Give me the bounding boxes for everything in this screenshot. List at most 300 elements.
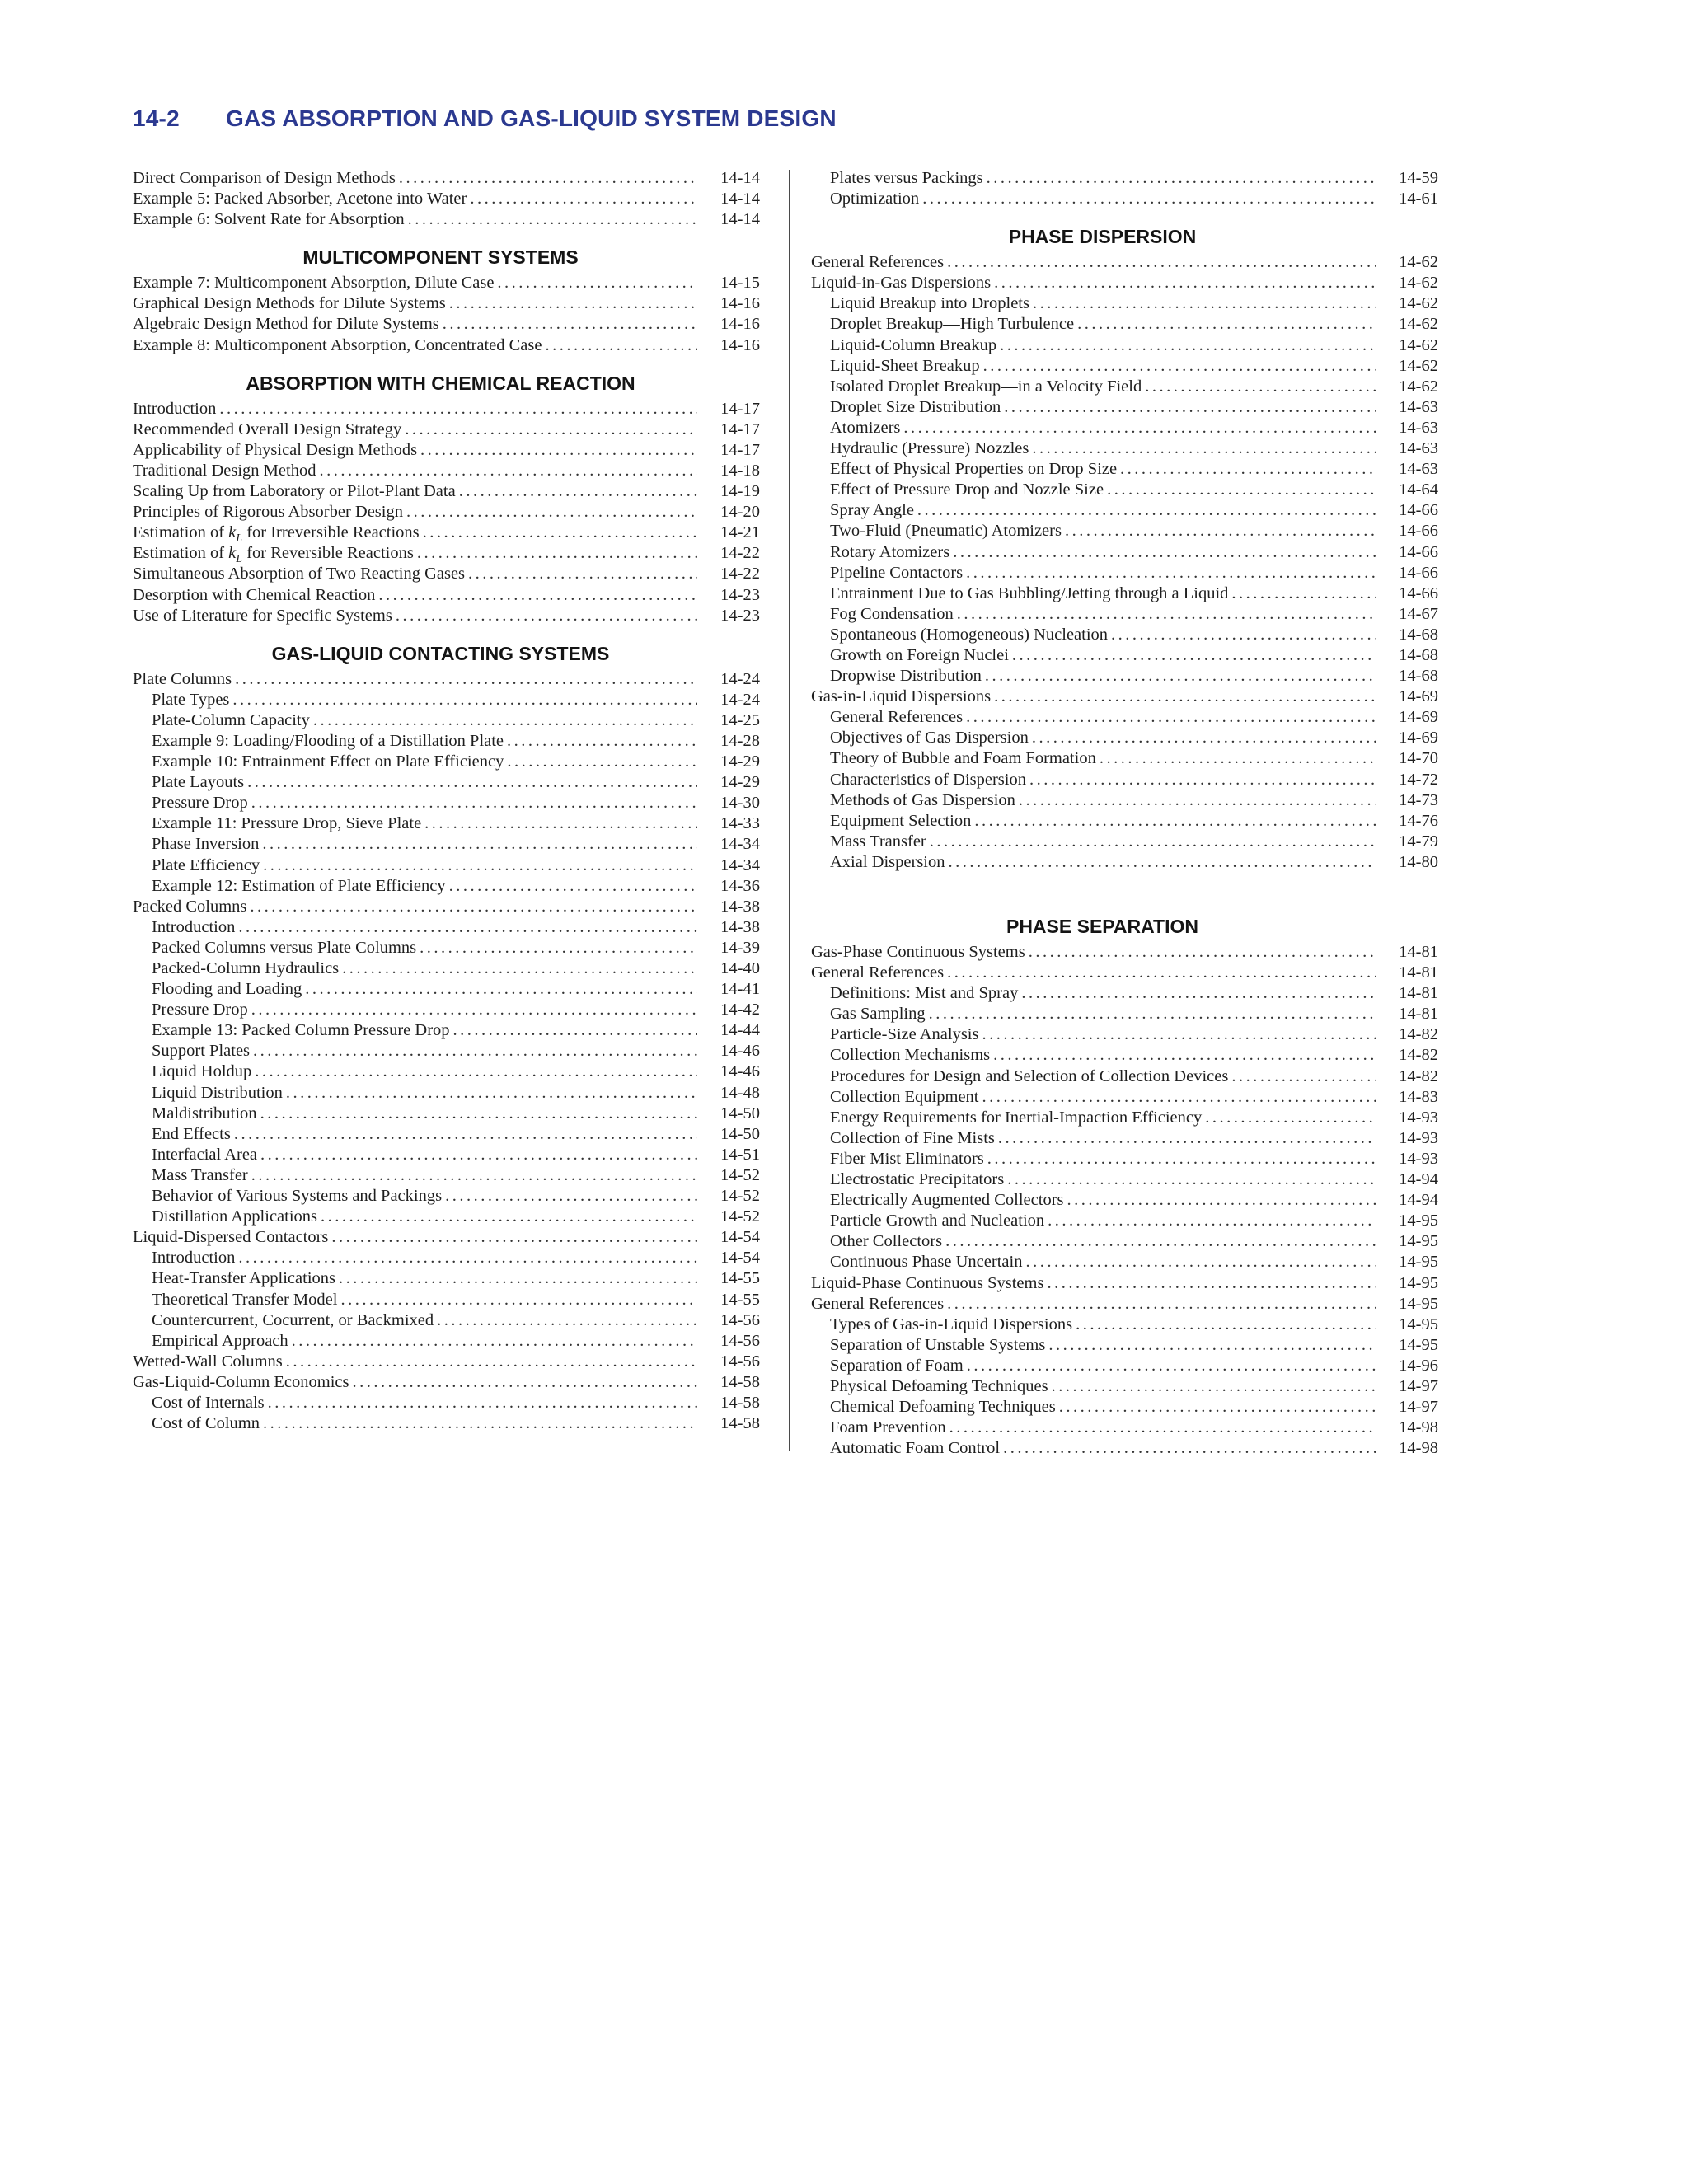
toc-entry[interactable]: [811, 1004, 1443, 1024]
toc-entry-page: 14-22: [720, 565, 760, 583]
toc-entry[interactable]: [811, 625, 1443, 645]
toc-entry[interactable]: [133, 606, 765, 626]
toc-entry[interactable]: [811, 728, 1443, 748]
toc-entry-page: 14-62: [1399, 274, 1438, 293]
toc-entry-page: 14-63: [1399, 439, 1438, 458]
toc-entry[interactable]: [811, 542, 1443, 563]
toc-entry-page: 14-95: [1399, 1232, 1438, 1251]
toc-entry-page: 14-56: [720, 1352, 760, 1371]
dot-leader: [1004, 397, 1376, 418]
toc-entry-title: Axial Dispersion: [830, 852, 945, 871]
toc-entry[interactable]: [133, 1227, 765, 1248]
dot-leader: [443, 314, 697, 335]
toc-entry[interactable]: [133, 834, 765, 855]
toc-entry[interactable]: [133, 813, 765, 834]
section-heading: PHASE SEPARATION: [1006, 916, 1198, 937]
toc-entry[interactable]: [811, 1376, 1443, 1397]
toc-entry-page: 14-81: [1399, 1005, 1438, 1024]
toc-entry-title: Liquid Breakup into Droplets: [830, 294, 1029, 313]
dot-leader: [331, 1227, 697, 1248]
toc-entry-title: Packed Columns versus Plate Columns: [152, 938, 417, 957]
toc-entry[interactable]: [811, 314, 1443, 335]
toc-entry[interactable]: [133, 1020, 765, 1041]
toc-entry-title: Other Collectors: [830, 1232, 943, 1251]
dot-leader: [947, 252, 1376, 273]
toc-entry-page: 14-58: [720, 1372, 760, 1391]
toc-entry-title: Interfacial Area: [152, 1145, 258, 1164]
dot-leader: [947, 1294, 1376, 1315]
toc-entry[interactable]: [811, 832, 1443, 852]
toc-entry-title: Recommended Overall Design Strategy: [133, 419, 402, 438]
toc-entry-page: 14-80: [1399, 852, 1438, 871]
dot-leader: [1032, 728, 1376, 748]
dot-leader: [983, 356, 1376, 377]
toc-entry-page: 14-66: [1399, 522, 1438, 541]
toc-entry-page: 14-14: [720, 169, 760, 187]
toc-entry[interactable]: [811, 1335, 1443, 1356]
toc-entry[interactable]: [133, 1248, 765, 1268]
toc-entry-title: General References: [811, 253, 945, 272]
toc-entry-page: 14-29: [720, 773, 760, 792]
dot-leader: [1025, 1252, 1376, 1272]
dot-leader: [1048, 1335, 1376, 1356]
toc-entry[interactable]: [133, 1207, 765, 1227]
toc-entry[interactable]: [133, 710, 765, 731]
dot-leader: [253, 1041, 697, 1062]
toc-entry-page: 14-66: [1399, 542, 1438, 561]
toc-entry-page: 14-23: [720, 606, 760, 625]
toc-entry-page: 14-62: [1399, 253, 1438, 272]
toc-entry[interactable]: [133, 897, 765, 917]
toc-entry-page: 14-95: [1399, 1253, 1438, 1272]
dot-leader: [313, 710, 697, 731]
toc-entry[interactable]: [811, 1024, 1443, 1045]
toc-entry-page: 14-82: [1399, 1066, 1438, 1085]
toc-entry-page: 14-34: [720, 855, 760, 874]
toc-entry-page: 14-94: [1399, 1191, 1438, 1210]
toc-entry-page: 14-16: [720, 294, 760, 313]
toc-entry-page: 14-54: [720, 1249, 760, 1268]
dot-leader: [340, 1290, 697, 1310]
toc-entry-page: 14-22: [720, 544, 760, 563]
dot-leader: [470, 189, 697, 209]
toc-entry-title: Atomizers: [830, 418, 901, 437]
dot-leader: [917, 500, 1376, 521]
toc-entry[interactable]: [811, 168, 1443, 189]
dot-leader: [1000, 335, 1376, 356]
toc-entry-page: 14-52: [720, 1165, 760, 1184]
toc-entry-page: 14-79: [1399, 832, 1438, 851]
toc-entry-title: Cost of Column: [152, 1414, 260, 1433]
toc-entry-page: 14-69: [1399, 729, 1438, 748]
dot-leader: [1047, 1273, 1376, 1294]
toc-entry-title: Liquid Holdup: [152, 1062, 252, 1081]
toc-entry[interactable]: [811, 604, 1443, 625]
toc-entry[interactable]: [811, 438, 1443, 459]
toc-entry-page: 14-95: [1399, 1273, 1438, 1292]
toc-entry-page: 14-95: [1399, 1315, 1438, 1333]
toc-entry-title: Example 5: Packed Absorber, Acetone into Water: [133, 190, 467, 209]
toc-entry[interactable]: [811, 500, 1443, 521]
toc-entry-page: 14-81: [1399, 963, 1438, 982]
toc-entry-title: Example 8: Multicomponent Absorption, Concentrated Case: [133, 335, 542, 354]
toc-entry[interactable]: [811, 1397, 1443, 1418]
toc-entry-title: Packed-Column Hydraulics: [152, 959, 340, 977]
dot-leader: [994, 687, 1376, 707]
toc-entry[interactable]: [811, 983, 1443, 1004]
toc-entry[interactable]: [811, 790, 1443, 811]
toc-entry-title: Mass Transfer: [830, 832, 926, 851]
toc-entry-title: Dropwise Distribution: [830, 667, 982, 686]
dot-leader: [445, 1186, 697, 1207]
toc-entry[interactable]: [133, 1372, 765, 1393]
toc-entry-page: 14-66: [1399, 563, 1438, 582]
toc-entry[interactable]: [811, 1294, 1443, 1315]
toc-entry[interactable]: [133, 543, 765, 564]
toc-entry-page: 14-68: [1399, 667, 1438, 686]
toc-section-multicomponent-systems: [133, 247, 765, 355]
toc-entry-title: Foam Prevention: [830, 1418, 946, 1437]
toc-entry-title: Example 7: Multicomponent Absorption, Dilute Case: [133, 274, 495, 293]
toc-entry-page: 14-95: [1399, 1294, 1438, 1313]
toc-entry-page: 14-52: [720, 1187, 760, 1206]
toc-entry-page: 14-19: [720, 482, 760, 501]
toc-entry[interactable]: [811, 942, 1443, 963]
toc-entry[interactable]: [133, 855, 765, 876]
toc-entry[interactable]: [133, 399, 765, 419]
toc-entry-title: Plate Layouts: [152, 773, 245, 792]
toc-entry-page: 14-62: [1399, 377, 1438, 396]
toc-entry-page: 14-56: [720, 1310, 760, 1329]
toc-entry[interactable]: [133, 876, 765, 897]
toc-entry-title: Continuous Phase Uncertain: [830, 1253, 1023, 1272]
toc-entry[interactable]: [811, 811, 1443, 832]
dot-leader: [1107, 480, 1376, 500]
dot-leader: [507, 752, 697, 772]
toc-entry[interactable]: [811, 707, 1443, 728]
dot-leader: [286, 1083, 697, 1104]
toc-entry[interactable]: [133, 1145, 765, 1165]
toc-entry-title: Liquid-Column Breakup: [830, 335, 997, 354]
toc-entry[interactable]: [133, 502, 765, 523]
toc-entry[interactable]: [811, 1231, 1443, 1252]
toc-entry-title: Distillation Applications: [152, 1207, 318, 1226]
toc-entry-title: Heat-Transfer Applications: [152, 1269, 335, 1288]
toc-entry[interactable]: [811, 273, 1443, 293]
section-heading: GAS-LIQUID CONTACTING SYSTEMS: [271, 642, 610, 664]
toc-entry-page: 14-64: [1399, 480, 1438, 499]
dot-leader: [420, 938, 697, 958]
toc-entry[interactable]: [133, 1041, 765, 1062]
toc-entry-title: Two-Fluid (Pneumatic) Atomizers: [830, 522, 1062, 541]
toc-entry[interactable]: [133, 793, 765, 813]
toc-entry[interactable]: [133, 1000, 765, 1020]
toc-entry[interactable]: [811, 1066, 1443, 1087]
toc-entry[interactable]: [811, 1169, 1443, 1190]
toc-entry[interactable]: [811, 1273, 1443, 1294]
toc-entry[interactable]: [811, 1211, 1443, 1231]
toc-entry-title: Electrically Augmented Collectors: [830, 1191, 1064, 1210]
toc-entry-title: Particle Growth and Nucleation: [830, 1212, 1045, 1230]
dot-leader: [957, 604, 1376, 625]
toc-entry-page: 14-66: [1399, 583, 1438, 602]
toc-entry-title: Fiber Mist Eliminators: [830, 1149, 984, 1168]
toc-entry-title: Methods of Gas Dispersion: [830, 790, 1015, 809]
toc-entry[interactable]: [133, 752, 765, 772]
dot-leader: [459, 481, 697, 502]
toc-entry-title: Plate Columns: [133, 669, 232, 688]
toc-entry-page: 14-82: [1399, 1025, 1438, 1044]
toc-entry[interactable]: [133, 731, 765, 752]
dot-leader: [1231, 1066, 1376, 1087]
dot-leader: [238, 1248, 697, 1268]
toc-entry-title: Separation of Unstable Systems: [830, 1335, 1046, 1354]
toc-entry-page: 14-14: [720, 210, 760, 229]
toc-entry-page: 14-96: [1399, 1356, 1438, 1375]
toc-entry-title: Liquid-in-Gas Dispersions: [811, 274, 992, 293]
toc-entry[interactable]: [133, 1290, 765, 1310]
toc-entry-title: Direct Comparison of Design Methods: [133, 169, 396, 187]
toc-entry[interactable]: [811, 1190, 1443, 1211]
toc-entry[interactable]: [811, 748, 1443, 769]
toc-entry[interactable]: [133, 461, 765, 481]
toc-entry[interactable]: [133, 938, 765, 958]
toc-section-gas-liquid-contacting-systems: [133, 644, 765, 1434]
toc-entry-title: Pressure Drop: [152, 794, 248, 813]
toc-entry[interactable]: [811, 459, 1443, 480]
toc-entry-page: 14-56: [720, 1331, 760, 1350]
toc-entry-title: Particle-Size Analysis: [830, 1025, 979, 1044]
toc-entry[interactable]: [811, 583, 1443, 604]
toc-entry[interactable]: [811, 397, 1443, 418]
toc-entry[interactable]: [811, 521, 1443, 541]
toc-entry-title: Collection of Fine Mists: [830, 1128, 995, 1147]
dot-leader: [250, 897, 697, 917]
toc-entry-title: Types of Gas-in-Liquid Dispersions: [830, 1315, 1073, 1333]
toc-entry-page: 14-33: [720, 814, 760, 833]
toc-entry-title: Plate Types: [152, 690, 230, 709]
toc-entry-page: 14-52: [720, 1207, 760, 1226]
toc-entry-title: Introduction: [152, 1249, 236, 1268]
toc-entry[interactable]: [133, 523, 765, 546]
toc-entry[interactable]: [811, 252, 1443, 273]
toc-entry-page: 14-93: [1399, 1128, 1438, 1147]
toc-entry-page: 14-98: [1399, 1439, 1438, 1458]
toc-entry[interactable]: [133, 1165, 765, 1186]
dot-leader: [234, 1124, 697, 1145]
toc-entry-page: 14-62: [1399, 356, 1438, 375]
toc-entry[interactable]: [811, 335, 1443, 356]
dot-leader: [263, 855, 697, 876]
toc-entry-page: 14-28: [720, 731, 760, 750]
dot-leader: [1007, 1169, 1376, 1190]
toc-entry[interactable]: [811, 356, 1443, 377]
dot-leader: [251, 793, 697, 813]
toc-entry[interactable]: [133, 1062, 765, 1082]
toc-entry-title: Introduction: [133, 399, 217, 418]
toc-entry[interactable]: [133, 293, 765, 314]
toc-entry[interactable]: [133, 1083, 765, 1104]
toc-entry[interactable]: [811, 963, 1443, 983]
toc-entry[interactable]: [133, 1331, 765, 1352]
toc-entry[interactable]: [133, 690, 765, 710]
toc-entry-title: Mass Transfer: [152, 1165, 248, 1184]
dot-leader: [1120, 459, 1376, 480]
toc-entry[interactable]: [811, 189, 1443, 209]
toc-entry-page: 14-63: [1399, 460, 1438, 479]
toc-entry-page: 14-63: [1399, 418, 1438, 437]
toc-entry-title: Example 12: Estimation of Plate Efficiency: [152, 876, 446, 895]
dot-leader: [292, 1331, 697, 1352]
toc-entry-page: 14-97: [1399, 1376, 1438, 1395]
toc-entry-title: Principles of Rigorous Absorber Design: [133, 503, 403, 522]
dot-leader: [251, 1000, 697, 1020]
toc-entry-page: 14-16: [720, 315, 760, 334]
toc-entry[interactable]: [133, 1186, 765, 1207]
toc-entry[interactable]: [811, 1356, 1443, 1376]
toc-entry[interactable]: [133, 168, 765, 189]
toc-entry-page: 14-68: [1399, 625, 1438, 644]
toc-entry[interactable]: [811, 1252, 1443, 1272]
toc-entry[interactable]: [811, 1087, 1443, 1108]
toc-entry-title: Entrainment Due to Gas Bubbling/Jetting through a Liquid: [830, 583, 1229, 602]
dot-leader: [232, 690, 697, 710]
toc-entry-title: Liquid-Phase Continuous Systems: [811, 1273, 1044, 1292]
toc-entry[interactable]: [811, 1108, 1443, 1128]
toc-entry-page: 14-81: [1399, 943, 1438, 961]
toc-entry[interactable]: [133, 1310, 765, 1331]
toc-section-continued: [811, 168, 1443, 209]
toc-entry[interactable]: [811, 666, 1443, 687]
toc-entry[interactable]: [811, 687, 1443, 707]
toc-entry[interactable]: [811, 770, 1443, 790]
toc-entry[interactable]: [811, 1128, 1443, 1149]
toc-entry[interactable]: [133, 979, 765, 1000]
toc-entry[interactable]: [811, 293, 1443, 314]
toc-entry[interactable]: [811, 563, 1443, 583]
toc-entry[interactable]: [133, 917, 765, 938]
dot-leader: [985, 666, 1376, 687]
toc-entry[interactable]: [133, 335, 765, 356]
toc-entry[interactable]: [811, 1438, 1443, 1459]
toc-entry[interactable]: [133, 772, 765, 793]
section-spacer: [811, 873, 1443, 899]
toc-entry-page: 14-62: [1399, 315, 1438, 334]
dot-leader: [922, 189, 1376, 209]
toc-entry[interactable]: [133, 1124, 765, 1145]
dot-leader: [949, 852, 1376, 873]
dot-leader: [545, 335, 697, 356]
toc-entry-page: 14-24: [720, 690, 760, 709]
toc-entry-page: 14-59: [1399, 169, 1438, 187]
toc-entry-title: Traditional Design Method: [133, 461, 316, 480]
toc-entry-title: Spray Angle: [830, 501, 914, 520]
toc-entry-title: Wetted-Wall Columns: [133, 1352, 283, 1371]
toc-entry-title: Plate Efficiency: [152, 855, 260, 874]
dot-leader: [497, 273, 697, 293]
toc-entry-title: Optimization: [830, 190, 920, 209]
dot-leader: [974, 811, 1376, 832]
toc-section-continued: [133, 168, 765, 230]
toc-entry-title: Liquid Distribution: [152, 1083, 283, 1102]
dot-leader: [1111, 625, 1376, 645]
dot-leader: [1012, 645, 1376, 666]
toc-entry-title: Fog Condensation: [830, 604, 954, 623]
dot-leader: [219, 399, 697, 419]
toc-entry-page: 14-55: [720, 1269, 760, 1288]
toc-entry[interactable]: [133, 1352, 765, 1372]
toc-entry[interactable]: [811, 852, 1443, 873]
dot-leader: [319, 461, 697, 481]
toc-entry[interactable]: [811, 1149, 1443, 1169]
toc-entry-title: Example 13: Packed Column Pressure Drop: [152, 1021, 450, 1040]
toc-entry-title: Countercurrent, Cocurrent, or Backmixed: [152, 1310, 434, 1329]
toc-entry[interactable]: [133, 419, 765, 440]
toc-entry-title: Liquid-Dispersed Contactors: [133, 1228, 329, 1247]
toc-entry[interactable]: [133, 314, 765, 335]
toc-entry-title: Energy Requirements for Inertial-Impaction Efficiency: [830, 1108, 1203, 1127]
toc-entry[interactable]: [133, 958, 765, 979]
toc-entry-title: Theory of Bubble and Foam Formation: [830, 749, 1096, 768]
dot-leader: [408, 209, 697, 230]
dot-leader: [903, 418, 1376, 438]
toc-entry-title: Maldistribution: [152, 1104, 257, 1122]
toc-entry[interactable]: [133, 481, 765, 502]
toc-entry[interactable]: [811, 1418, 1443, 1438]
toc-entry[interactable]: [133, 440, 765, 461]
dot-leader: [1077, 314, 1376, 335]
toc-entry[interactable]: [133, 1104, 765, 1124]
toc-entry-page: 14-42: [720, 1001, 760, 1019]
toc-entry-page: 14-76: [1399, 811, 1438, 830]
toc-entry[interactable]: [811, 480, 1443, 500]
toc-entry[interactable]: [133, 189, 765, 209]
dot-leader: [424, 813, 697, 834]
toc-entry-page: 14-46: [720, 1062, 760, 1081]
toc-entry-page: 14-93: [1399, 1108, 1438, 1127]
toc-entry-page: 14-30: [720, 794, 760, 813]
dot-leader: [396, 606, 697, 626]
dot-leader: [238, 917, 697, 938]
toc-entry-title: Automatic Foam Control: [830, 1439, 1001, 1458]
toc-entry-page: 14-62: [1399, 294, 1438, 313]
toc-entry[interactable]: [811, 418, 1443, 438]
toc-entry[interactable]: [133, 209, 765, 230]
toc-entry[interactable]: [133, 273, 765, 293]
toc-entry[interactable]: [133, 1393, 765, 1413]
toc-entry-page: 14-41: [720, 980, 760, 999]
toc-entry-page: 14-16: [720, 335, 760, 354]
toc-entry[interactable]: [133, 564, 765, 584]
toc-entry-title: Theoretical Transfer Model: [152, 1290, 338, 1309]
dot-leader: [286, 1352, 697, 1372]
toc-entry[interactable]: [811, 1315, 1443, 1335]
page-number: 14-2: [133, 105, 180, 131]
toc-entry-title: Behavior of Various Systems and Packings: [152, 1187, 443, 1206]
toc-entry[interactable]: [811, 1045, 1443, 1066]
toc-entry-title: Estimation of $k_L$ for Reversible Reactions: [133, 544, 414, 566]
toc-entry-page: 14-48: [720, 1083, 760, 1102]
toc-entry[interactable]: [811, 377, 1443, 397]
toc-entry[interactable]: [811, 645, 1443, 666]
toc-entry[interactable]: [133, 585, 765, 606]
toc-entry-title: Algebraic Design Method for Dilute Systems: [133, 315, 439, 334]
dot-leader: [423, 523, 697, 543]
toc-entry-page: 14-94: [1399, 1170, 1438, 1189]
toc-entry[interactable]: [133, 669, 765, 690]
toc-entry[interactable]: [133, 1413, 765, 1434]
toc-entry[interactable]: [133, 1268, 765, 1289]
